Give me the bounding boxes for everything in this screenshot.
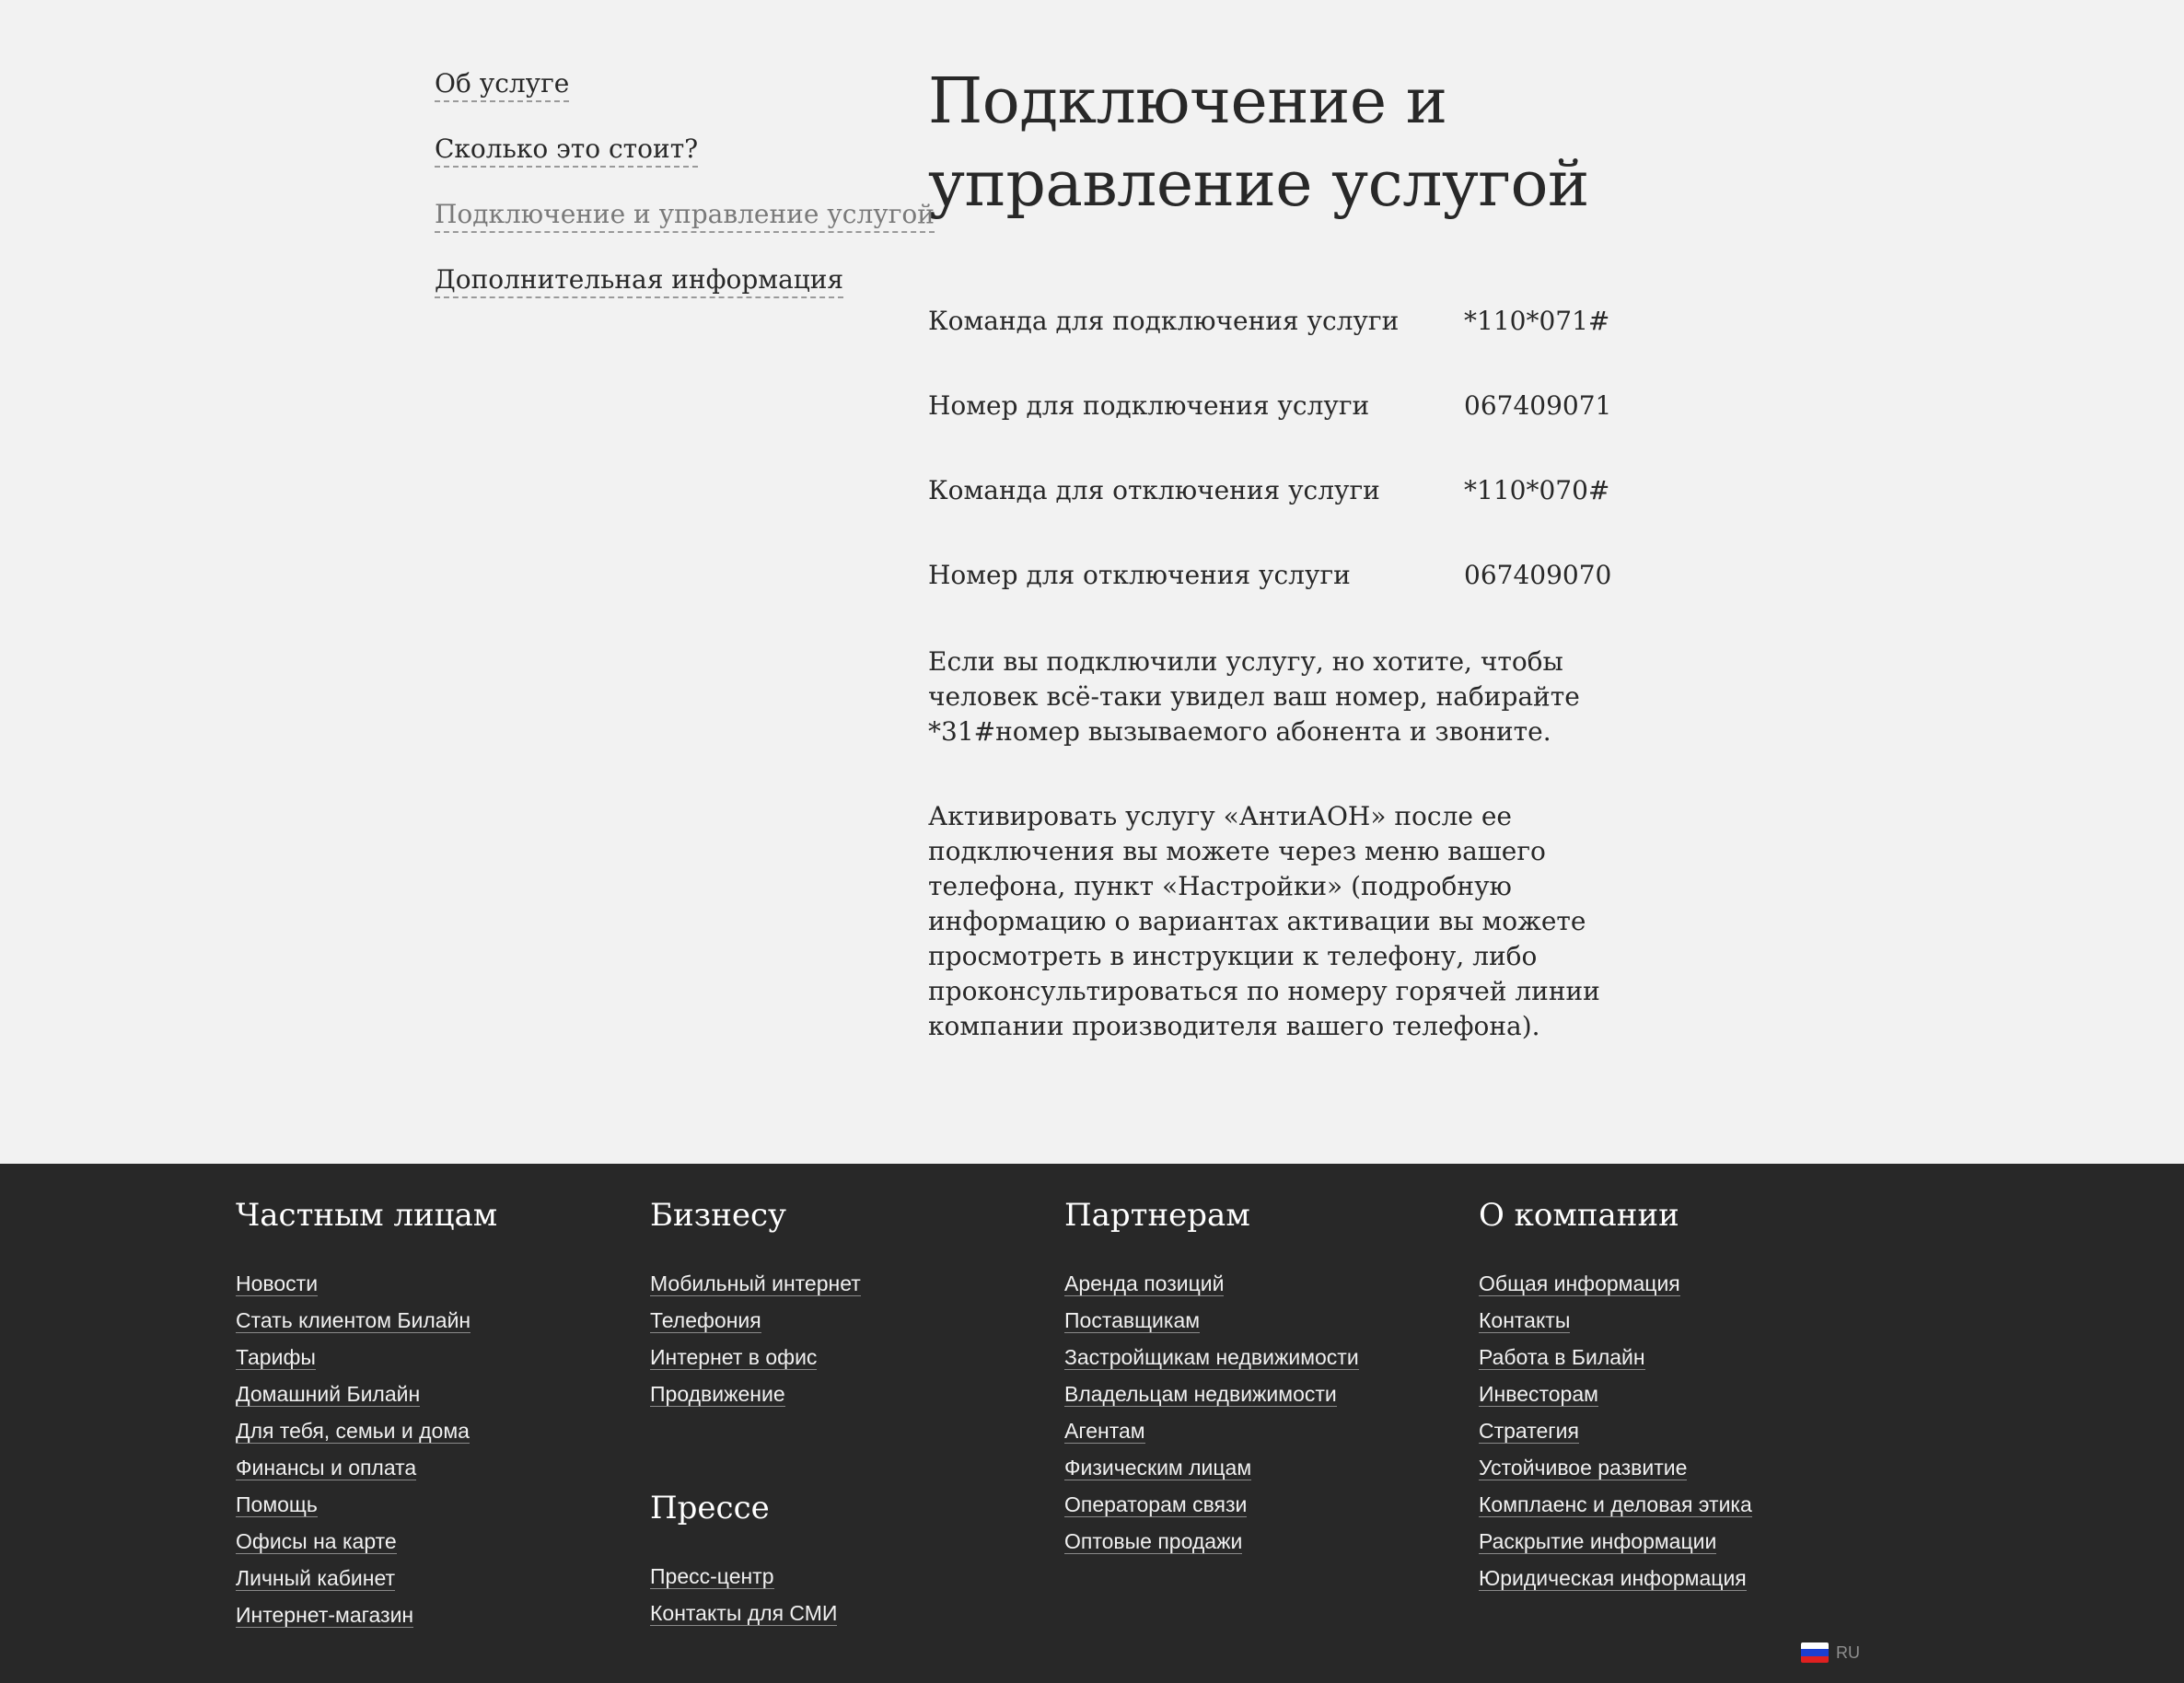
language-switcher[interactable] [1801, 1642, 1860, 1663]
footer-link-item [650, 1343, 861, 1380]
footer-links-partners [1064, 1270, 1359, 1564]
footer-link-disclosure[interactable]: Раскрытие информации [1479, 1529, 1717, 1553]
page-title-line2: управление услугой [928, 148, 1589, 221]
footer-link-item [650, 1380, 861, 1417]
side-nav-about[interactable]: Об услуге [435, 68, 569, 102]
side-nav-additional[interactable]: Дополнительная информация [435, 264, 843, 298]
footer-link-wholesale[interactable]: Оптовые продажи [1064, 1529, 1243, 1553]
footer-link-item [1479, 1270, 1752, 1306]
footer-link-legal[interactable]: Юридическая информация [1479, 1566, 1747, 1590]
footer-link-item [1064, 1454, 1359, 1491]
param-label: Номер для отключения услуги [928, 560, 1351, 590]
footer-link-mobile-internet[interactable]: Мобильный интернет [650, 1271, 861, 1295]
footer-link-promotion[interactable]: Продвижение [650, 1382, 785, 1406]
footer-link-suppliers[interactable]: Поставщикам [1064, 1308, 1201, 1332]
footer-links-company [1479, 1270, 1752, 1601]
param-value: 067409071 [1464, 390, 1612, 421]
footer-link-operators[interactable]: Операторам связи [1064, 1492, 1248, 1516]
footer-link-contacts[interactable]: Контакты [1479, 1308, 1571, 1332]
footer-link-item [236, 1343, 470, 1380]
param-value: *110*071# [1464, 306, 1610, 336]
footer-link-item [236, 1380, 470, 1417]
footer-link-item [650, 1306, 861, 1343]
footer-link-item [1479, 1306, 1752, 1343]
main-section [928, 61, 1665, 1094]
footer-link-account[interactable]: Личный кабинет [236, 1566, 396, 1590]
footer-link-developers[interactable]: Застройщикам недвижимости [1064, 1345, 1359, 1369]
russia-flag-icon [1801, 1642, 1829, 1663]
footer-link-sustainability[interactable]: Устойчивое развитие [1479, 1456, 1688, 1480]
footer-link-shop[interactable]: Интернет-магазин [236, 1603, 414, 1627]
footer-link-item [1479, 1380, 1752, 1417]
footer-link-item [1064, 1491, 1359, 1527]
footer-link-item [1479, 1343, 1752, 1380]
params-table [928, 306, 1665, 644]
footer-link-item [236, 1527, 470, 1564]
footer-link-careers[interactable]: Работа в Билайн [1479, 1345, 1645, 1369]
footer-link-item [1479, 1491, 1752, 1527]
footer-link-item [236, 1564, 470, 1601]
footer-link-item [1064, 1417, 1359, 1454]
footer-link-item [1479, 1564, 1752, 1601]
footer-link-item [236, 1454, 470, 1491]
param-row [928, 560, 1665, 644]
footer-links-business [650, 1270, 861, 1417]
footer-link-item [236, 1601, 470, 1638]
param-value: *110*070# [1464, 475, 1610, 505]
footer-link-telephony[interactable]: Телефония [650, 1308, 761, 1332]
footer-links-private [236, 1270, 470, 1638]
page-title-line1: Подключение и [928, 65, 1447, 138]
footer-link-tariffs[interactable]: Тарифы [236, 1345, 316, 1369]
footer-link-item [1064, 1527, 1359, 1564]
footer-link-rent[interactable]: Аренда позиций [1064, 1271, 1225, 1295]
param-row [928, 475, 1665, 560]
param-value: 067409070 [1464, 560, 1612, 590]
footer-heading-business: Бизнесу [650, 1197, 787, 1234]
side-nav-price[interactable]: Сколько это стоит? [435, 133, 698, 168]
footer-link-item [650, 1562, 837, 1599]
footer-link-finance[interactable]: Финансы и оплата [236, 1456, 417, 1480]
param-label: Номер для подключения услуги [928, 390, 1370, 421]
footer-link-item [236, 1417, 470, 1454]
footer-link-item [650, 1270, 861, 1306]
footer-heading-partners: Партнерам [1064, 1197, 1250, 1234]
side-nav-connection[interactable]: Подключение и управление услугой [435, 199, 935, 233]
param-row [928, 390, 1665, 475]
footer-link-compliance[interactable]: Комплаенс и деловая этика [1479, 1492, 1752, 1516]
footer-heading-press: Прессе [650, 1490, 770, 1526]
page-title [928, 61, 1665, 226]
footer-link-agents[interactable]: Агентам [1064, 1419, 1145, 1443]
footer-link-media-contacts[interactable]: Контакты для СМИ [650, 1601, 838, 1625]
footer-link-office-internet[interactable]: Интернет в офис [650, 1345, 818, 1369]
footer-heading-private: Частным лицам [236, 1197, 498, 1234]
footer-link-strategy[interactable]: Стратегия [1479, 1419, 1579, 1443]
footer-link-item [1479, 1417, 1752, 1454]
param-row [928, 306, 1665, 390]
footer-link-become-client[interactable]: Стать клиентом Билайн [236, 1308, 471, 1332]
footer-link-offices[interactable]: Офисы на карте [236, 1529, 397, 1553]
footer-link-item [1064, 1380, 1359, 1417]
footer-link-investors[interactable]: Инвесторам [1479, 1382, 1598, 1406]
footer-link-news[interactable]: Новости [236, 1271, 319, 1295]
footer-links-press [650, 1562, 837, 1636]
info-paragraph-activation: Активировать услугу «АнтиАОН» после ее подключения вы можете через меню вашего телефона, пункт «Настройки» (подробную информацию о вариантах активации вы можете просмотреть в инструкции к телефону, либо проконсультироваться по номеру горячей линии компании производителя вашего телефона). [928, 801, 1600, 1041]
footer-link-item [236, 1270, 470, 1306]
footer-link-item [1064, 1270, 1359, 1306]
footer-link-item [1064, 1306, 1359, 1343]
param-label: Команда для подключения услуги [928, 306, 1400, 336]
footer-link-item [236, 1306, 470, 1343]
footer-link-family[interactable]: Для тебя, семьи и дома [236, 1419, 470, 1443]
footer-link-individuals[interactable]: Физическим лицам [1064, 1456, 1252, 1480]
footer-link-item [1064, 1343, 1359, 1380]
footer-link-home[interactable]: Домашний Билайн [236, 1382, 421, 1406]
footer-link-item [650, 1599, 837, 1636]
footer-link-press-center[interactable]: Пресс-центр [650, 1564, 774, 1588]
footer-link-item [1479, 1527, 1752, 1564]
side-nav [435, 68, 935, 330]
footer-link-owners[interactable]: Владельцам недвижимости [1064, 1382, 1337, 1406]
language-code: RU [1836, 1642, 1860, 1662]
footer-heading-company: О компании [1479, 1197, 1679, 1234]
footer-link-general-info[interactable]: Общая информация [1479, 1271, 1680, 1295]
footer-link-help[interactable]: Помощь [236, 1492, 318, 1516]
info-paragraph-callerid: Если вы подключили услугу, но хотите, чтобы человек всё-таки увидел ваш номер, набирайте *31#номер вызываемого абонента и звоните. [928, 646, 1580, 747]
footer [0, 1164, 2184, 1683]
param-label: Команда для отключения услуги [928, 475, 1380, 505]
footer-link-item [236, 1491, 470, 1527]
footer-link-item [1479, 1454, 1752, 1491]
